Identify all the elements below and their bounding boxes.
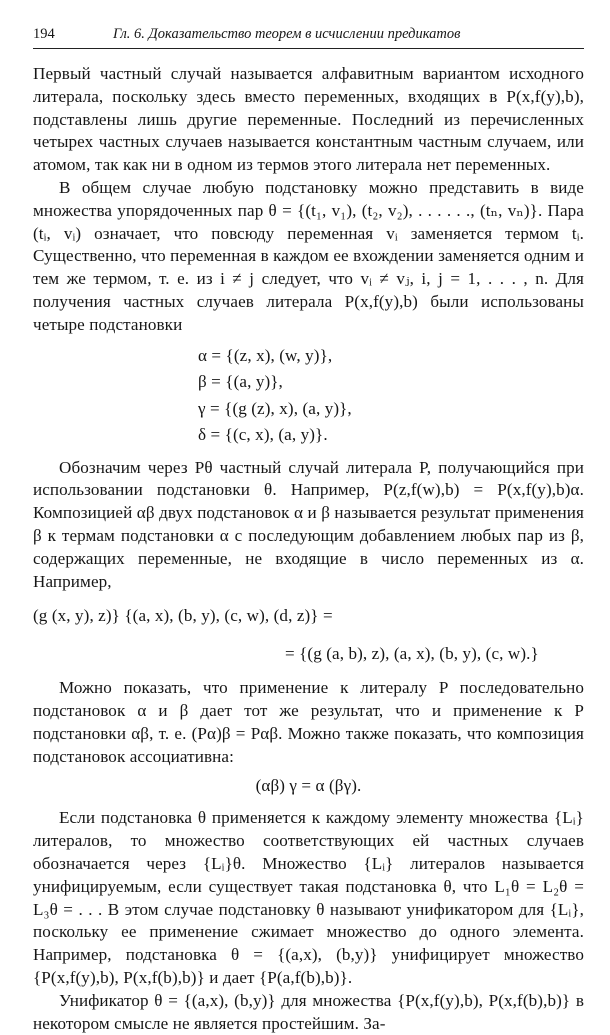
substitution-alpha: α = {(z, x), (w, y)},: [198, 345, 333, 365]
paragraph-associativity: Можно показать, что применение к литералу P последовательно подстановок α и β дает тот же результат, что и применение к P подстановки αβ, т. е. (Pα)β = Pαβ. Можно также показать, что композиция подстановок ассоциативна:: [33, 678, 584, 766]
substitution-gamma: γ = {(g (z), x), (a, y)},: [198, 398, 352, 418]
page-body: [33, 63, 584, 1035]
paragraph-alphabetic-variant: Первый частный случай называется алфавитным вариантом исходного литерала, поскольку здесь вместо переменных, входящих в P(x,f(y),b), подставлены лишь другие переменные. Последний из перечисленных четырех частных случаев называется константным частным случаем, или атомом, так как ни в одном из термов этого литерала нет переменных.: [33, 64, 584, 175]
substitutions-list: [198, 337, 584, 457]
associativity-formula: (αβ) γ = α (βγ).: [255, 775, 362, 795]
composition-example-line-2: = {(g (a, b), z), (a, x), (b, y), (c, w).}: [285, 644, 539, 664]
substitution-delta: δ = {(c, x), (a, y)}.: [198, 425, 328, 445]
page-number: 194: [33, 26, 55, 42]
composition-example-line-1: (g (x, y), z)} {(a, x), (b, y), (c, w), (d, z)} =: [33, 606, 333, 626]
paragraph-composition: Обозначим через Pθ частный случай литерала P, получающийся при использовании подстановки θ. Например, P(z,f(w),b) = P(x,f(y),b)α. Композицией αβ двух подстановок α и β называется результат применения β к термам подстановки α с последующим добавлением любых пар из β, содержащих переменные, не входящие в число переменных из α. Например,: [33, 457, 584, 591]
paragraph-simplest-unifier: Унификатор θ = {(a,x), (b,y)} для множества {P(x,f(y),b), P(x,f(b),b)} в некотором смысле не является простейшим. За-: [33, 990, 584, 1033]
paragraph-substitution-pairs: В общем случае любую подстановку можно представить в виде множества упорядоченных пар θ = {(t₁, v₁), (t₂, v₂), . . . . . ., (tₙ, vₙ)}. Пара (tᵢ, vᵢ) означает, что повсюду переменная vᵢ заменяется термом tᵢ. Существенно, что переменная в каждом ее вхождении заменяется одним и тем же термом, т. е. из i ≠ j следует, что vᵢ ≠ vⱼ, i, j = 1, . . . , n. Для получения частных случаев литерала P(x,f(y),b) были использованы четыре подстановки: [33, 177, 584, 334]
substitution-beta: β = {(a, y)},: [198, 372, 283, 392]
paragraph-unifier: Если подстановка θ применяется к каждому элементу множества {Lᵢ} литералов, то множество соответствующих ей частных случаев обозначается через {Lᵢ}θ. Множество {Lᵢ} литералов называется унифицируемым, если существует такая подстановка θ, что L₁θ = L₂θ = L₃θ = . . . В этом случае подстановку θ называют унификатором для {Lᵢ}, поскольку ее применение сжимает множество до одного элемента. Например, подстановка θ = {(a,x), (b,y)} унифицирует множество {P(x,f(y),b), P(x,f(b),b)} и дает {P(a,f(b),b)}.: [33, 808, 584, 987]
page-header: [33, 26, 584, 49]
chapter-title: Гл. 6. Доказательство теорем в исчислении предикатов: [113, 26, 461, 42]
